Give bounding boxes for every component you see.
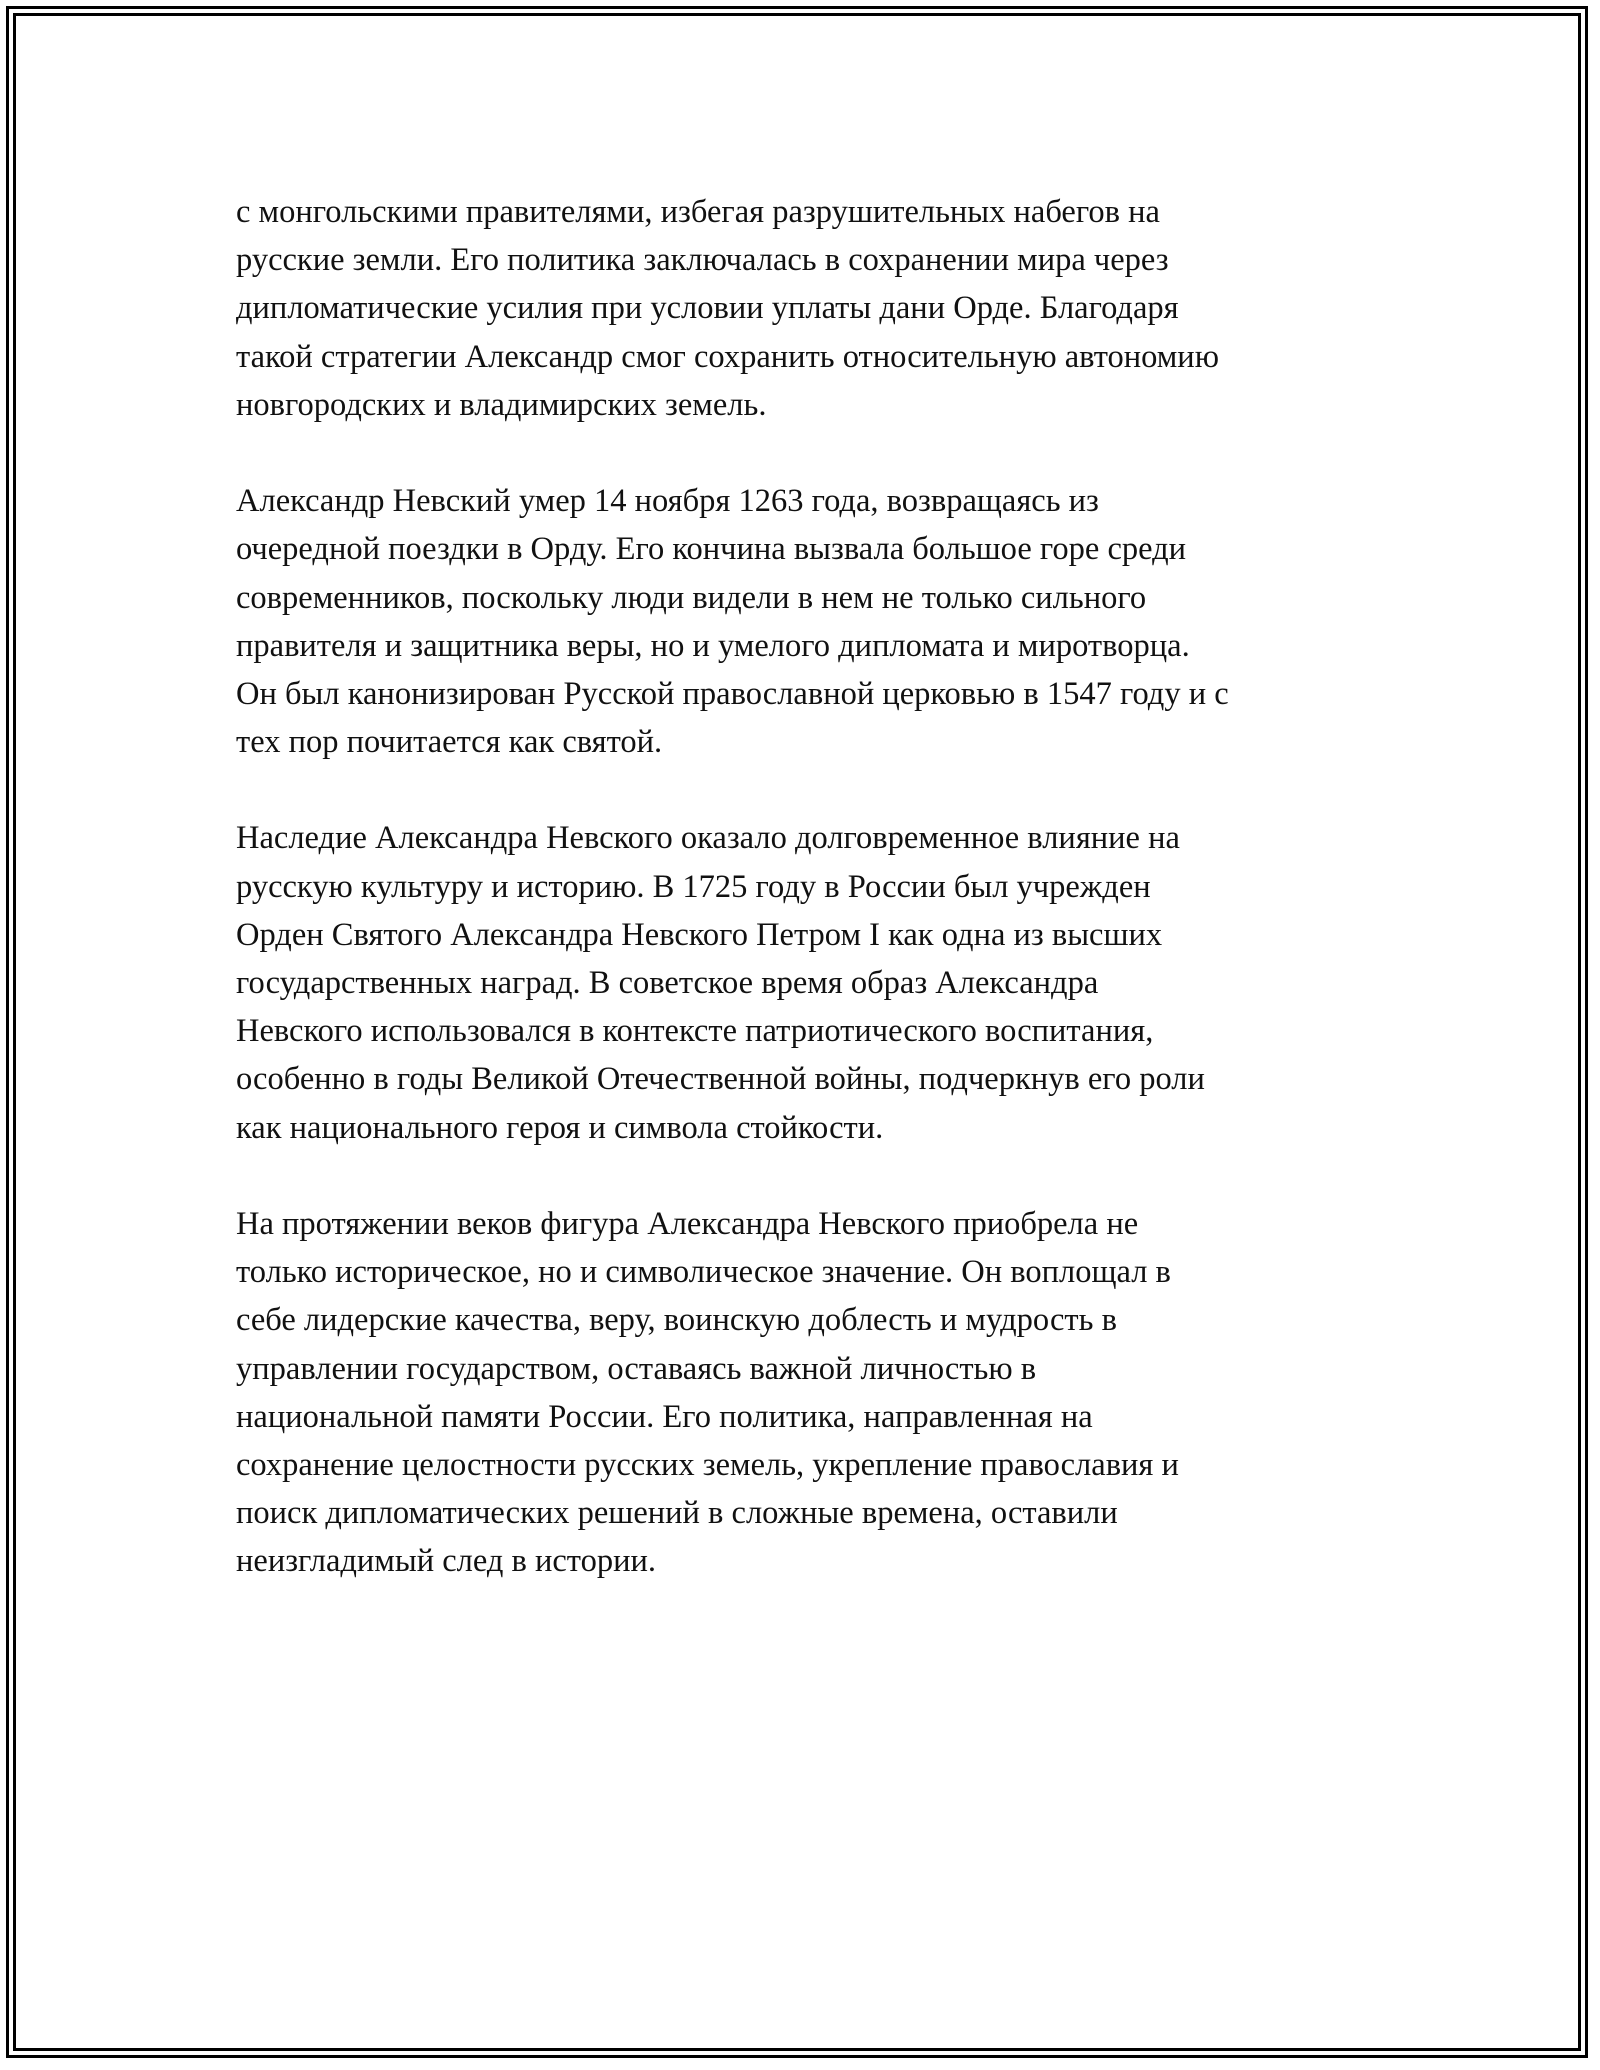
document-body <box>236 188 1386 1585</box>
text-line: сохранение целостности русских земель, укрепление православия и <box>236 1446 1179 1483</box>
paragraph-3 <box>236 814 1386 1151</box>
text-line: такой стратегии Александр смог сохранить относительную автономию <box>236 338 1219 375</box>
text-line: Орден Святого Александра Невского Петром I как одна из высших <box>236 916 1163 953</box>
text-line: как национального героя и символа стойкости. <box>236 1109 884 1146</box>
text-line: поиск дипломатических решений в сложные времена, оставили <box>236 1495 1118 1532</box>
text-line: тех пор почитается как святой. <box>236 724 663 761</box>
paragraph-4 <box>236 1200 1386 1586</box>
text-line: правителя и защитника веры, но и умелого дипломата и миротворца. <box>236 627 1190 664</box>
text-line: На протяжении веков фигура Александра Невского приобрела не <box>236 1205 1139 1242</box>
text-line: Невского использовался в контексте патриотического воспитания, <box>236 1013 1154 1050</box>
text-line: с монгольскими правителями, избегая разрушительных набегов на <box>236 194 1160 230</box>
text-line: особенно в годы Великой Отечественной войны, подчеркнув его роли <box>236 1061 1205 1098</box>
text-line: себе лидерские качества, веру, воинскую доблесть и мудрость в <box>236 1302 1117 1339</box>
text-line: национальной памяти России. Его политика, направленная на <box>236 1398 1093 1435</box>
text-line: русскую культуру и историю. В 1725 году в России был учрежден <box>236 868 1151 905</box>
text-line: новгородских и владимирских земель. <box>236 386 767 423</box>
text-line: государственных наград. В советское время образ Александра <box>236 965 1099 1001</box>
text-line: очередной поездки в Орду. Его кончина вызвала большое горе среди <box>236 531 1187 568</box>
text-line: управлении государством, оставаясь важной личностью в <box>236 1350 1037 1387</box>
text-line: дипломатические усилия при условии уплаты дани Орде. Благодаря <box>236 290 1179 327</box>
paragraph-2 <box>236 477 1386 766</box>
text-line: Александр Невский умер 14 ноября 1263 года, возвращаясь из <box>236 483 1099 520</box>
text-line: русские земли. Его политика заключалась в сохранении мира через <box>236 242 1169 279</box>
text-line: неизгладимый след в истории. <box>236 1543 656 1580</box>
text-line: современников, поскольку люди видели в нем не только сильного <box>236 579 1147 616</box>
paragraph-1 <box>236 188 1386 429</box>
text-line: Наследие Александра Невского оказало долговременное влияние на <box>236 820 1180 857</box>
text-line: Он был канонизирован Русской православной церковью в 1547 году и с <box>236 675 1229 712</box>
text-line: только историческое, но и символическое значение. Он воплощал в <box>236 1254 1171 1291</box>
